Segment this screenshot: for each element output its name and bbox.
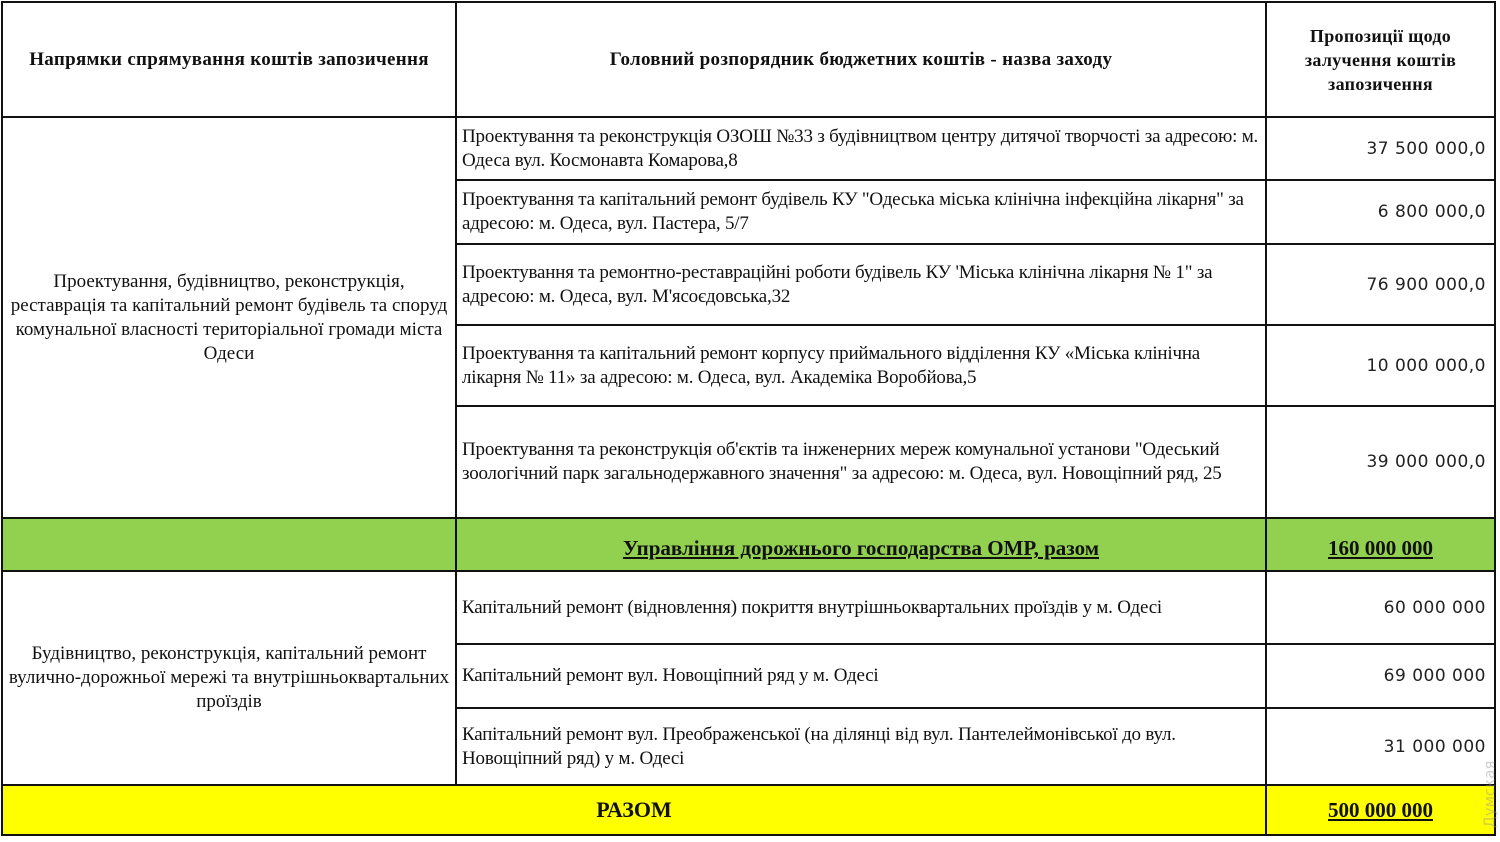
item-amount: 60 000 000 [1383, 597, 1486, 618]
table-row-amount [1267, 572, 1494, 643]
item-amount: 10 000 000,0 [1366, 355, 1486, 376]
item-amount: 76 900 000,0 [1366, 274, 1486, 295]
table-row-name [457, 645, 1265, 707]
item-name: Проектування та капітальний ремонт корпусу приймального відділення КУ «Міська клінічна лікарня № 11» за адресою: м. Одеса, вул. Академіка Воробйова,5 [462, 342, 1201, 388]
table-row-amount [1267, 118, 1494, 179]
item-amount: 39 000 000,0 [1366, 452, 1486, 472]
header-proposal [1267, 3, 1494, 116]
subtotal-row-spacer [3, 519, 455, 570]
item-name: Проектування та реконструкція ОЗОШ №33 з будівництвом центру дитячої творчості за адресою: м. Одеса вул. Космонавта Комарова,8 [462, 125, 1259, 171]
row-divider [457, 179, 1494, 181]
total-label-text: РАЗОМ [596, 797, 672, 822]
group-direction [3, 572, 455, 784]
watermark: Думская [1480, 760, 1498, 828]
item-amount: 31 000 000 [1383, 736, 1486, 757]
table-row-name [457, 407, 1265, 517]
total-amount-text: 500 000 000 [1328, 797, 1433, 822]
item-name: Проектування та ремонтно-реставраційні роботи будівель КУ 'Міська клінічна лікарня № 1" за адресою: м. Одеса, вул. М'ясоєдовська,32 [462, 261, 1213, 307]
row-divider [3, 570, 1494, 572]
header-manager-text: Головний розпорядник бюджетних коштів - назва заходу [609, 48, 1113, 70]
header-direction [3, 3, 455, 116]
budget-table [1, 1, 1496, 836]
row-divider [3, 116, 1494, 118]
item-amount: 37 500 000,0 [1366, 138, 1486, 159]
row-divider [457, 243, 1494, 245]
table-row-amount [1267, 326, 1494, 405]
item-name: Проектування та реконструкція об'єктів та інженерних мереж комунальної установи "Одеський зоологічний парк загальнодержавного значення" за адресою: м. Одеса, вул. Новощіпний ряд, 25 [462, 439, 1222, 484]
header-direction-text: Напрямки спрямування коштів запозичення [29, 48, 429, 70]
total-label [3, 786, 1265, 834]
table-row-amount [1267, 407, 1494, 517]
column-divider [455, 3, 457, 784]
group-direction-text: Проектування, будівництво, реконструкція, реставрація та капітальний ремонт будівель та споруд комунальної власності територіальної громади міста Одеси [10, 270, 448, 364]
table-row-amount [1267, 645, 1494, 707]
subtotal-label-text: Управління дорожнього господарства ОМР, разом [622, 536, 1100, 560]
item-name: Капітальний ремонт вул. Преображенської (на ділянці від вул. Пантелеймонівської до вул. Новощіпний ряд) у м. Одесі [462, 723, 1176, 769]
row-divider [457, 643, 1494, 645]
row-divider [457, 707, 1494, 709]
table-row-name [457, 326, 1265, 405]
item-name: Проектування та капітальний ремонт будівель КУ "Одеська міська клінічна інфекційна лікарня" за адресою: м. Одеса, вул. Пастера, 5/7 [462, 189, 1244, 234]
table-row-name [457, 118, 1265, 179]
column-divider [1265, 3, 1267, 834]
header-proposal-text: Пропозиції щодо залучення коштів запозичення [1304, 25, 1457, 94]
table-row-amount [1267, 709, 1494, 784]
table-row-amount [1267, 181, 1494, 243]
table-row-name [457, 181, 1265, 243]
table-row-name [457, 709, 1265, 784]
group-direction-text: Будівництво, реконструкція, капітальний ремонт вулично-дорожньої мережі та внутрішньоквартальних проїздів [8, 643, 450, 712]
header-manager [457, 3, 1265, 116]
group-direction [3, 118, 455, 517]
item-name: Капітальний ремонт вул. Новощіпний ряд у м. Одесі [462, 665, 879, 686]
total-amount [1267, 786, 1494, 834]
table-row-name [457, 245, 1265, 324]
row-divider [3, 517, 1494, 519]
item-amount: 6 800 000,0 [1377, 202, 1486, 222]
item-name: Капітальний ремонт (відновлення) покриття внутрішньоквартальних проїздів у м. Одесі [462, 596, 1163, 618]
subtotal-amount-text: 160 000 000 [1328, 536, 1433, 560]
row-divider [457, 405, 1494, 407]
subtotal-amount [1267, 519, 1494, 570]
item-amount: 69 000 000 [1383, 666, 1486, 686]
subtotal-label [457, 519, 1265, 570]
table-row-amount [1267, 245, 1494, 324]
row-divider [457, 324, 1494, 326]
row-divider [3, 784, 1494, 786]
table-row-name [457, 572, 1265, 643]
